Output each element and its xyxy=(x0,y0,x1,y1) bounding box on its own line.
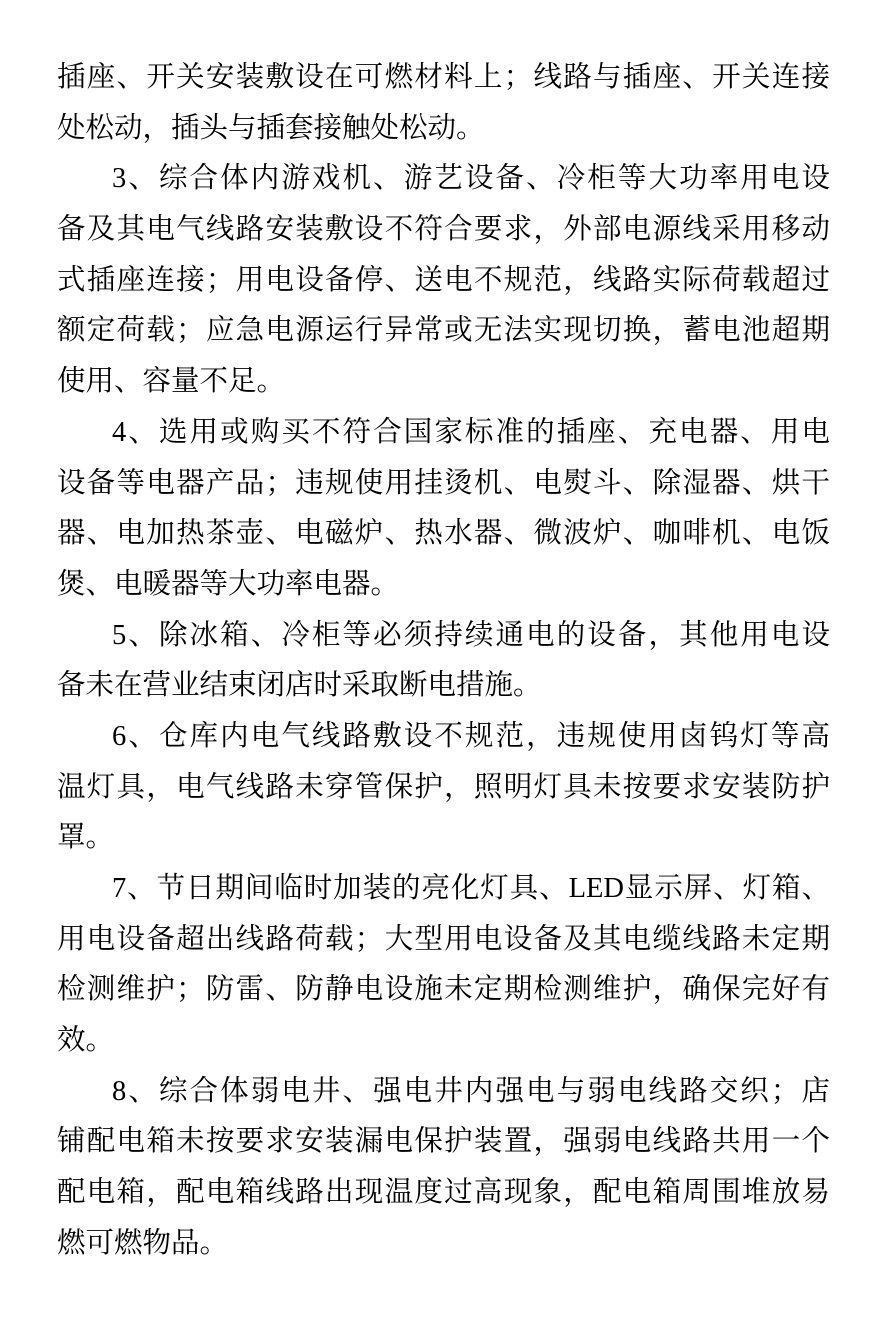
latin-text: 7 xyxy=(112,873,127,904)
latin-text: 5 xyxy=(112,619,127,651)
text-line: 煲、电暖器等大功率电器。 xyxy=(57,567,400,600)
text-line: 7、节日期间临时加装的亮化灯具、LED显示屏、灯箱、 xyxy=(112,872,830,904)
latin-text: 8 xyxy=(112,1075,127,1107)
text-line: 额定荷载；应急电源运行异常或无法实现切换，蓄电池超期 xyxy=(57,314,830,347)
text-line: 备未在营业结束闭店时采取断电措施。 xyxy=(57,669,542,702)
text-line: 罩。 xyxy=(57,821,115,854)
text-line: 燃可燃物品。 xyxy=(57,1226,229,1259)
document-text-block xyxy=(57,52,830,1269)
text-line: 处松动，插头与插套接触处松动。 xyxy=(57,111,485,144)
text-line: 检测维护；防雷、防静电设施未定期检测维护，确保完好有 xyxy=(57,973,830,1006)
text-line: 效。 xyxy=(57,1024,115,1057)
latin-text: 6 xyxy=(112,720,127,752)
text-line: 配电箱，配电箱线路出现温度过高现象，配电箱周围堆放易 xyxy=(57,1176,830,1209)
text-line: 用电设备超出线路荷载；大型用电设备及其电缆线路未定期 xyxy=(57,922,830,955)
latin-text: 4 xyxy=(112,416,127,448)
text-line: 4、选用或购买不符合国家标准的插座、充电器、用电 xyxy=(112,415,830,448)
text-line: 备及其电气线路安装敷设不符合要求，外部电源线采用移动 xyxy=(57,213,830,246)
text-line: 铺配电箱未按要求安装漏电保护装置，强弱电线路共用一个 xyxy=(57,1125,830,1158)
text-line: 式插座连接；用电设备停、送电不规范，线路实际荷载超过 xyxy=(57,263,830,296)
text-line: 6、仓库内电气线路敷设不规范，违规使用卤钨灯等高 xyxy=(112,719,830,752)
text-line: 使用、容量不足。 xyxy=(57,365,286,398)
text-line: 设备等电器产品；违规使用挂烫机、电熨斗、除湿器、烘干 xyxy=(57,466,830,499)
text-line: 3、综合体内游戏机、游艺设备、冷柜等大功率用电设 xyxy=(112,162,830,195)
text-line: 插座、开关安装敷设在可燃材料上；线路与插座、开关连接 xyxy=(57,61,830,93)
text-line: 5、除冰箱、冷柜等必须持续通电的设备，其他用电设 xyxy=(112,618,830,651)
latin-text: 3 xyxy=(112,163,127,195)
latin-text: LED xyxy=(568,873,624,904)
text-line: 温灯具，电气线路未穿管保护，照明灯具未按要求安装防护 xyxy=(57,770,830,803)
text-line: 器、电加热茶壶、电磁炉、热水器、微波炉、咖啡机、电饭 xyxy=(57,517,830,550)
text-line: 8、综合体弱电井、强电井内强电与弱电线路交织；店 xyxy=(112,1074,830,1107)
